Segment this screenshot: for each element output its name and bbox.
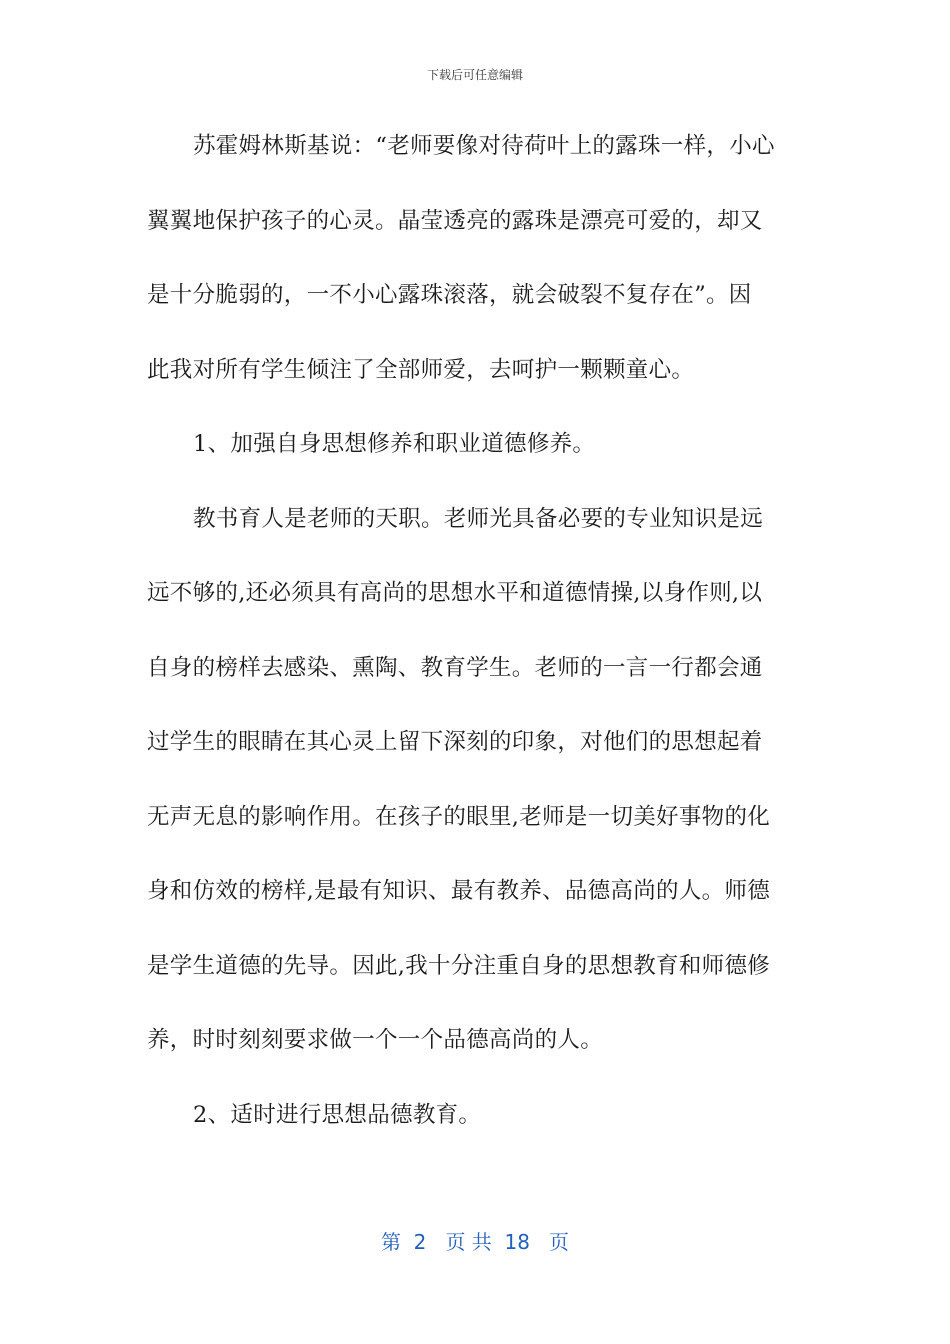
text-line: 身和仿效的榜样,是最有知识、最有教养、品德高尚的人。师德 xyxy=(147,878,771,904)
text-line: 是十分脆弱的，一不小心露珠滚落，就会破裂不复存在”。因 xyxy=(147,282,752,308)
text-line: 过学生的眼睛在其心灵上留下深刻的印象，对他们的思想起着 xyxy=(147,729,763,755)
text-line: 1、加强自身思想修养和职业道德修养。 xyxy=(193,431,596,457)
text-line: 无声无息的影响作用。在孩子的眼里,老师是一切美好事物的化 xyxy=(147,803,771,830)
text-line: 教书育人是老师的天职。老师光具备必要的专业知识是远 xyxy=(193,505,764,532)
text-line: 翼翼地保护孩子的心灵。晶莹透亮的露珠是漂亮可爱的，却又 xyxy=(147,207,763,234)
text-line: 此我对所有学生倾注了全部师爱，去呵护一颗颗童心。 xyxy=(147,356,695,383)
text-line: 养，时时刻刻要求做一个一个品德高尚的人。 xyxy=(147,1027,604,1053)
document-body xyxy=(147,122,807,1165)
text-line: 2、适时进行思想品德教育。 xyxy=(193,1101,482,1128)
header-note: 下载后可任意编辑 xyxy=(426,68,523,82)
page-footer: 第 2 页 共 18 页 xyxy=(380,1230,570,1254)
text-line: 远不够的,还必须具有高尚的思想水平和道德情操,以身作则,以 xyxy=(147,580,763,606)
text-line: 苏霍姆林斯基说：“老师要像对待荷叶上的露珠一样，小心 xyxy=(193,133,775,159)
text-line: 自身的榜样去感染、熏陶、教育学生。老师的一言一行都会通 xyxy=(147,654,763,681)
text-line: 是学生道德的先导。因此,我十分注重自身的思想教育和师德修 xyxy=(147,952,771,979)
